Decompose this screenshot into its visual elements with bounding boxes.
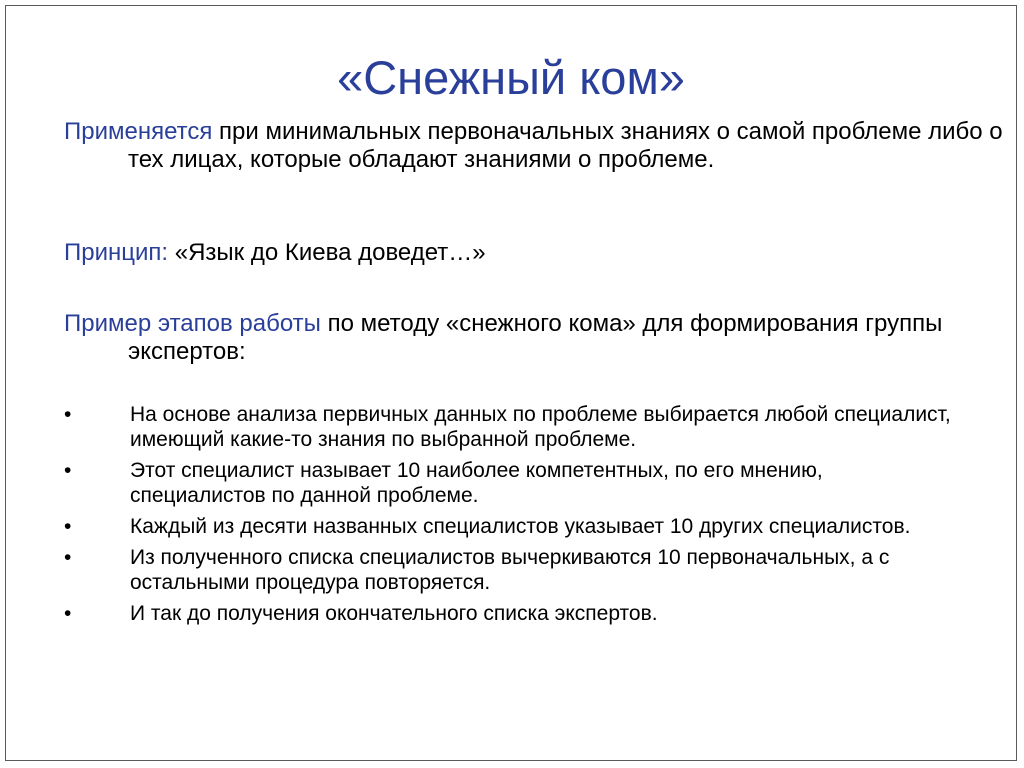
list-item bbox=[64, 402, 964, 452]
applied-label: Применяется bbox=[64, 118, 213, 145]
list-item bbox=[64, 514, 964, 539]
principle-label: Принцип: bbox=[64, 239, 169, 266]
list-item bbox=[64, 601, 964, 626]
steps-list bbox=[64, 402, 964, 632]
list-item-text: И так до получения окончательного списка экспертов. bbox=[130, 602, 658, 625]
bullet-icon: • bbox=[64, 459, 72, 482]
list-item-text: Из полученного списка специалистов вычеркиваются 10 первоначальных, а с остальными процедура повторяется. bbox=[130, 546, 890, 594]
example-paragraph bbox=[64, 310, 1024, 366]
principle-text: «Язык до Киева доведет…» bbox=[168, 239, 486, 266]
bullet-icon: • bbox=[64, 602, 72, 625]
applied-paragraph bbox=[64, 118, 1024, 174]
bullet-icon: • bbox=[64, 515, 72, 538]
list-item-text: Этот специалист называет 10 наиболее компетентных, по его мнению, специалистов по данной проблеме. bbox=[130, 459, 823, 507]
principle-paragraph bbox=[64, 239, 1024, 267]
list-item-text: Каждый из десяти названных специалистов указывает 10 других специалистов. bbox=[130, 515, 911, 538]
bullet-icon: • bbox=[64, 546, 72, 569]
applied-text: при минимальных первоначальных знаниях о самой проблеме либо о тех лицах, которые обладают знаниями о проблеме. bbox=[128, 118, 1003, 173]
list-item bbox=[64, 545, 964, 595]
slide bbox=[5, 5, 1017, 761]
list-item bbox=[64, 458, 964, 508]
bullet-icon: • bbox=[64, 403, 72, 426]
list-item-text: На основе анализа первичных данных по проблеме выбирается любой специалист, имеющий какие-то знания по выбранной проблеме. bbox=[130, 403, 951, 451]
example-label: Пример этапов работы bbox=[64, 310, 321, 337]
slide-title: «Снежный ком» bbox=[337, 51, 685, 104]
example-text: по методу «снежного кома» для формирования группы экспертов: bbox=[128, 310, 943, 365]
